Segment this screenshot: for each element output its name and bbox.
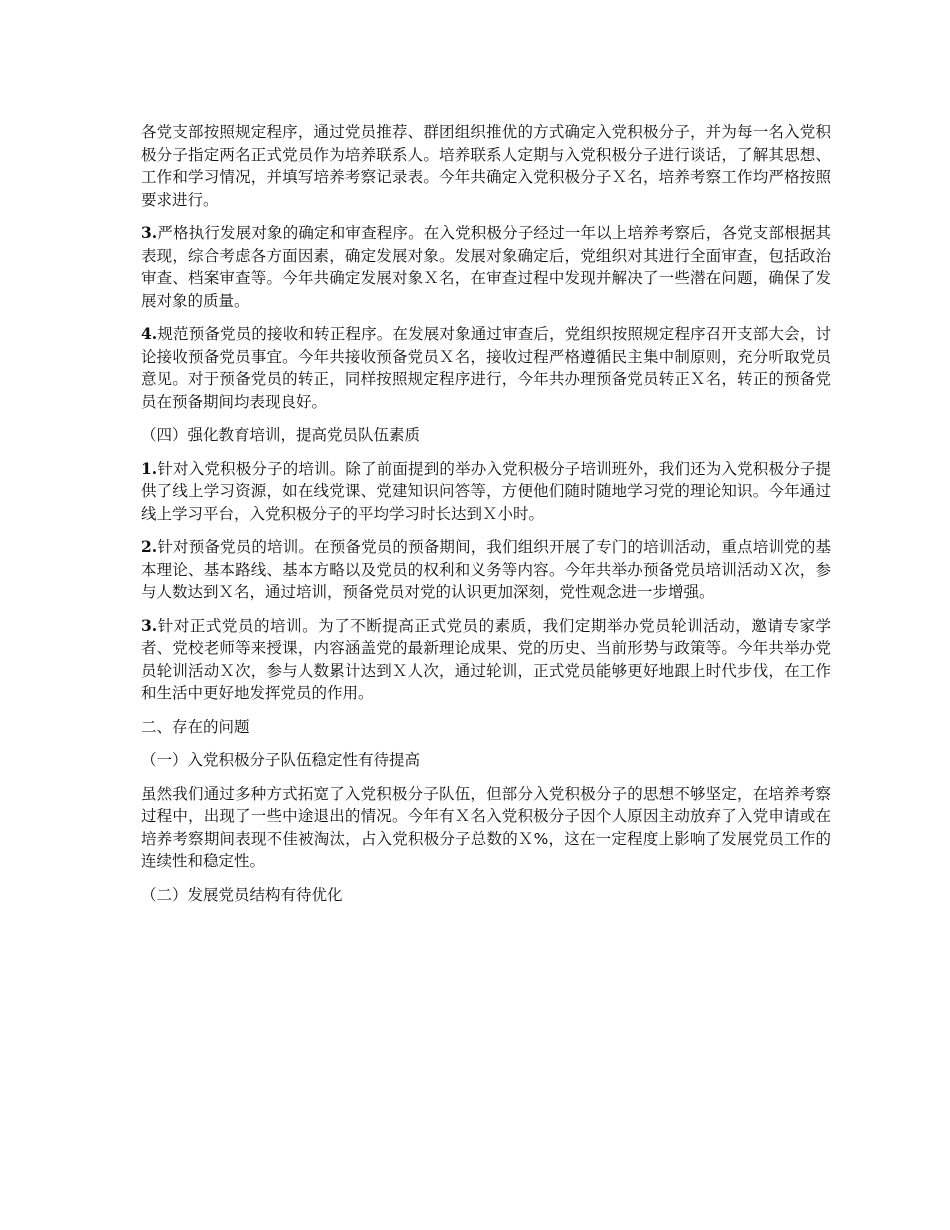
subsection-heading — [141, 884, 831, 907]
paragraph — [141, 121, 831, 211]
heading-text: 二、存在的问题 — [141, 717, 250, 736]
paragraph-text: 各党支部按照规定程序，通过党员推荐、群团组织推优的方式确定入党积极分子，并为每一名入党积极分子指定两名正式党员作为培养联系人。培养联系人定期与入党积极分子进行谈话，了解其思想、工作和学习情况，并填写培养考察记录表。今年共确定入党积极分子Ｘ名，培养考察工作均严格按照要求进行。 — [141, 123, 831, 209]
document-body — [141, 121, 831, 917]
paragraph-text: 规范预备党员的接收和转正程序。在发展对象通过审查后，党组织按照规定程序召开支部大会，讨论接收预备党员事宜。今年共接收预备党员Ｘ名，接收过程严格遵循民主集中制原则，充分听取党员意见。对于预备党员的转正，同样按照规定程序进行，今年共办理预备党员转正Ｘ名，转正的预备党员在预备期间均表现良好。 — [141, 325, 831, 411]
heading-text: （四）强化教育培训，提高党员队伍素质 — [141, 426, 421, 444]
heading-text: （二）发展党员结构有待优化 — [141, 885, 343, 904]
item-number: 1. — [141, 458, 158, 478]
section-heading — [141, 716, 831, 739]
paragraph — [141, 222, 831, 312]
paragraph-text: 针对入党积极分子的培训。除了前面提到的举办入党积极分子培训班外，我们还为入党积极分子提供了线上学习资源，如在线党课、党建知识问答等，方便他们随时随地学习党的理论知识。今年通过线上学习平台，入党积极分子的平均学习时长达到Ｘ小时。 — [141, 459, 831, 523]
paragraph — [141, 783, 831, 873]
item-number: 3. — [141, 615, 158, 635]
paragraph — [141, 615, 831, 705]
heading-text: （一）入党积极分子队伍稳定性有待提高 — [141, 751, 421, 769]
paragraph — [141, 458, 831, 526]
paragraph — [141, 536, 831, 604]
item-number: 2. — [141, 537, 158, 556]
item-number: 4. — [141, 324, 158, 343]
paragraph-text: 虽然我们通过多种方式拓宽了入党积极分子队伍，但部分入党积极分子的思想不够坚定，在培养考察过程中，出现了一些中途退出的情况。今年有Ｘ名入党积极分子因个人原因主动放弃了入党申请或在培养考察期间表现不佳被淘汰，占入党积极分子总数的Ｘ%，这在一定程度上影响了发展党员工作的连续性和稳定性。 — [141, 784, 831, 870]
subsection-heading — [141, 749, 831, 772]
paragraph — [141, 323, 831, 413]
item-number: 3. — [141, 223, 158, 242]
paragraph-text: 严格执行发展对象的确定和审查程序。在入党积极分子经过一年以上培养考察后，各党支部根据其表现，综合考虑各方面因素，确定发展对象。发展对象确定后，党组织对其进行全面审查，包括政治审查、档案审查等。今年共确定发展对象Ｘ名，在审查过程中发现并解决了一些潜在问题，确保了发展对象的质量。 — [141, 224, 831, 310]
section-heading — [141, 424, 831, 447]
paragraph-text: 针对预备党员的培训。在预备党员的预备期间，我们组织开展了专门的培训活动，重点培训党的基本理论、基本路线、基本方略以及党员的权利和义务等内容。今年共举办预备党员培训活动Ｘ次，参与人数达到Ｘ名，通过培训，预备党员对党的认识更加深刻，党性观念进一步增强。 — [141, 538, 831, 601]
paragraph-text: 针对正式党员的培训。为了不断提高正式党员的素质，我们定期举办党员轮训活动，邀请专家学者、党校老师等来授课，内容涵盖党的最新理论成果、党的历史、当前形势与政策等。今年共举办党员轮训活动Ｘ次，参与人数累计达到Ｘ人次，通过轮训，正式党员能够更好地跟上时代步伐，在工作和生活中更好地发挥党员的作用。 — [141, 616, 831, 702]
